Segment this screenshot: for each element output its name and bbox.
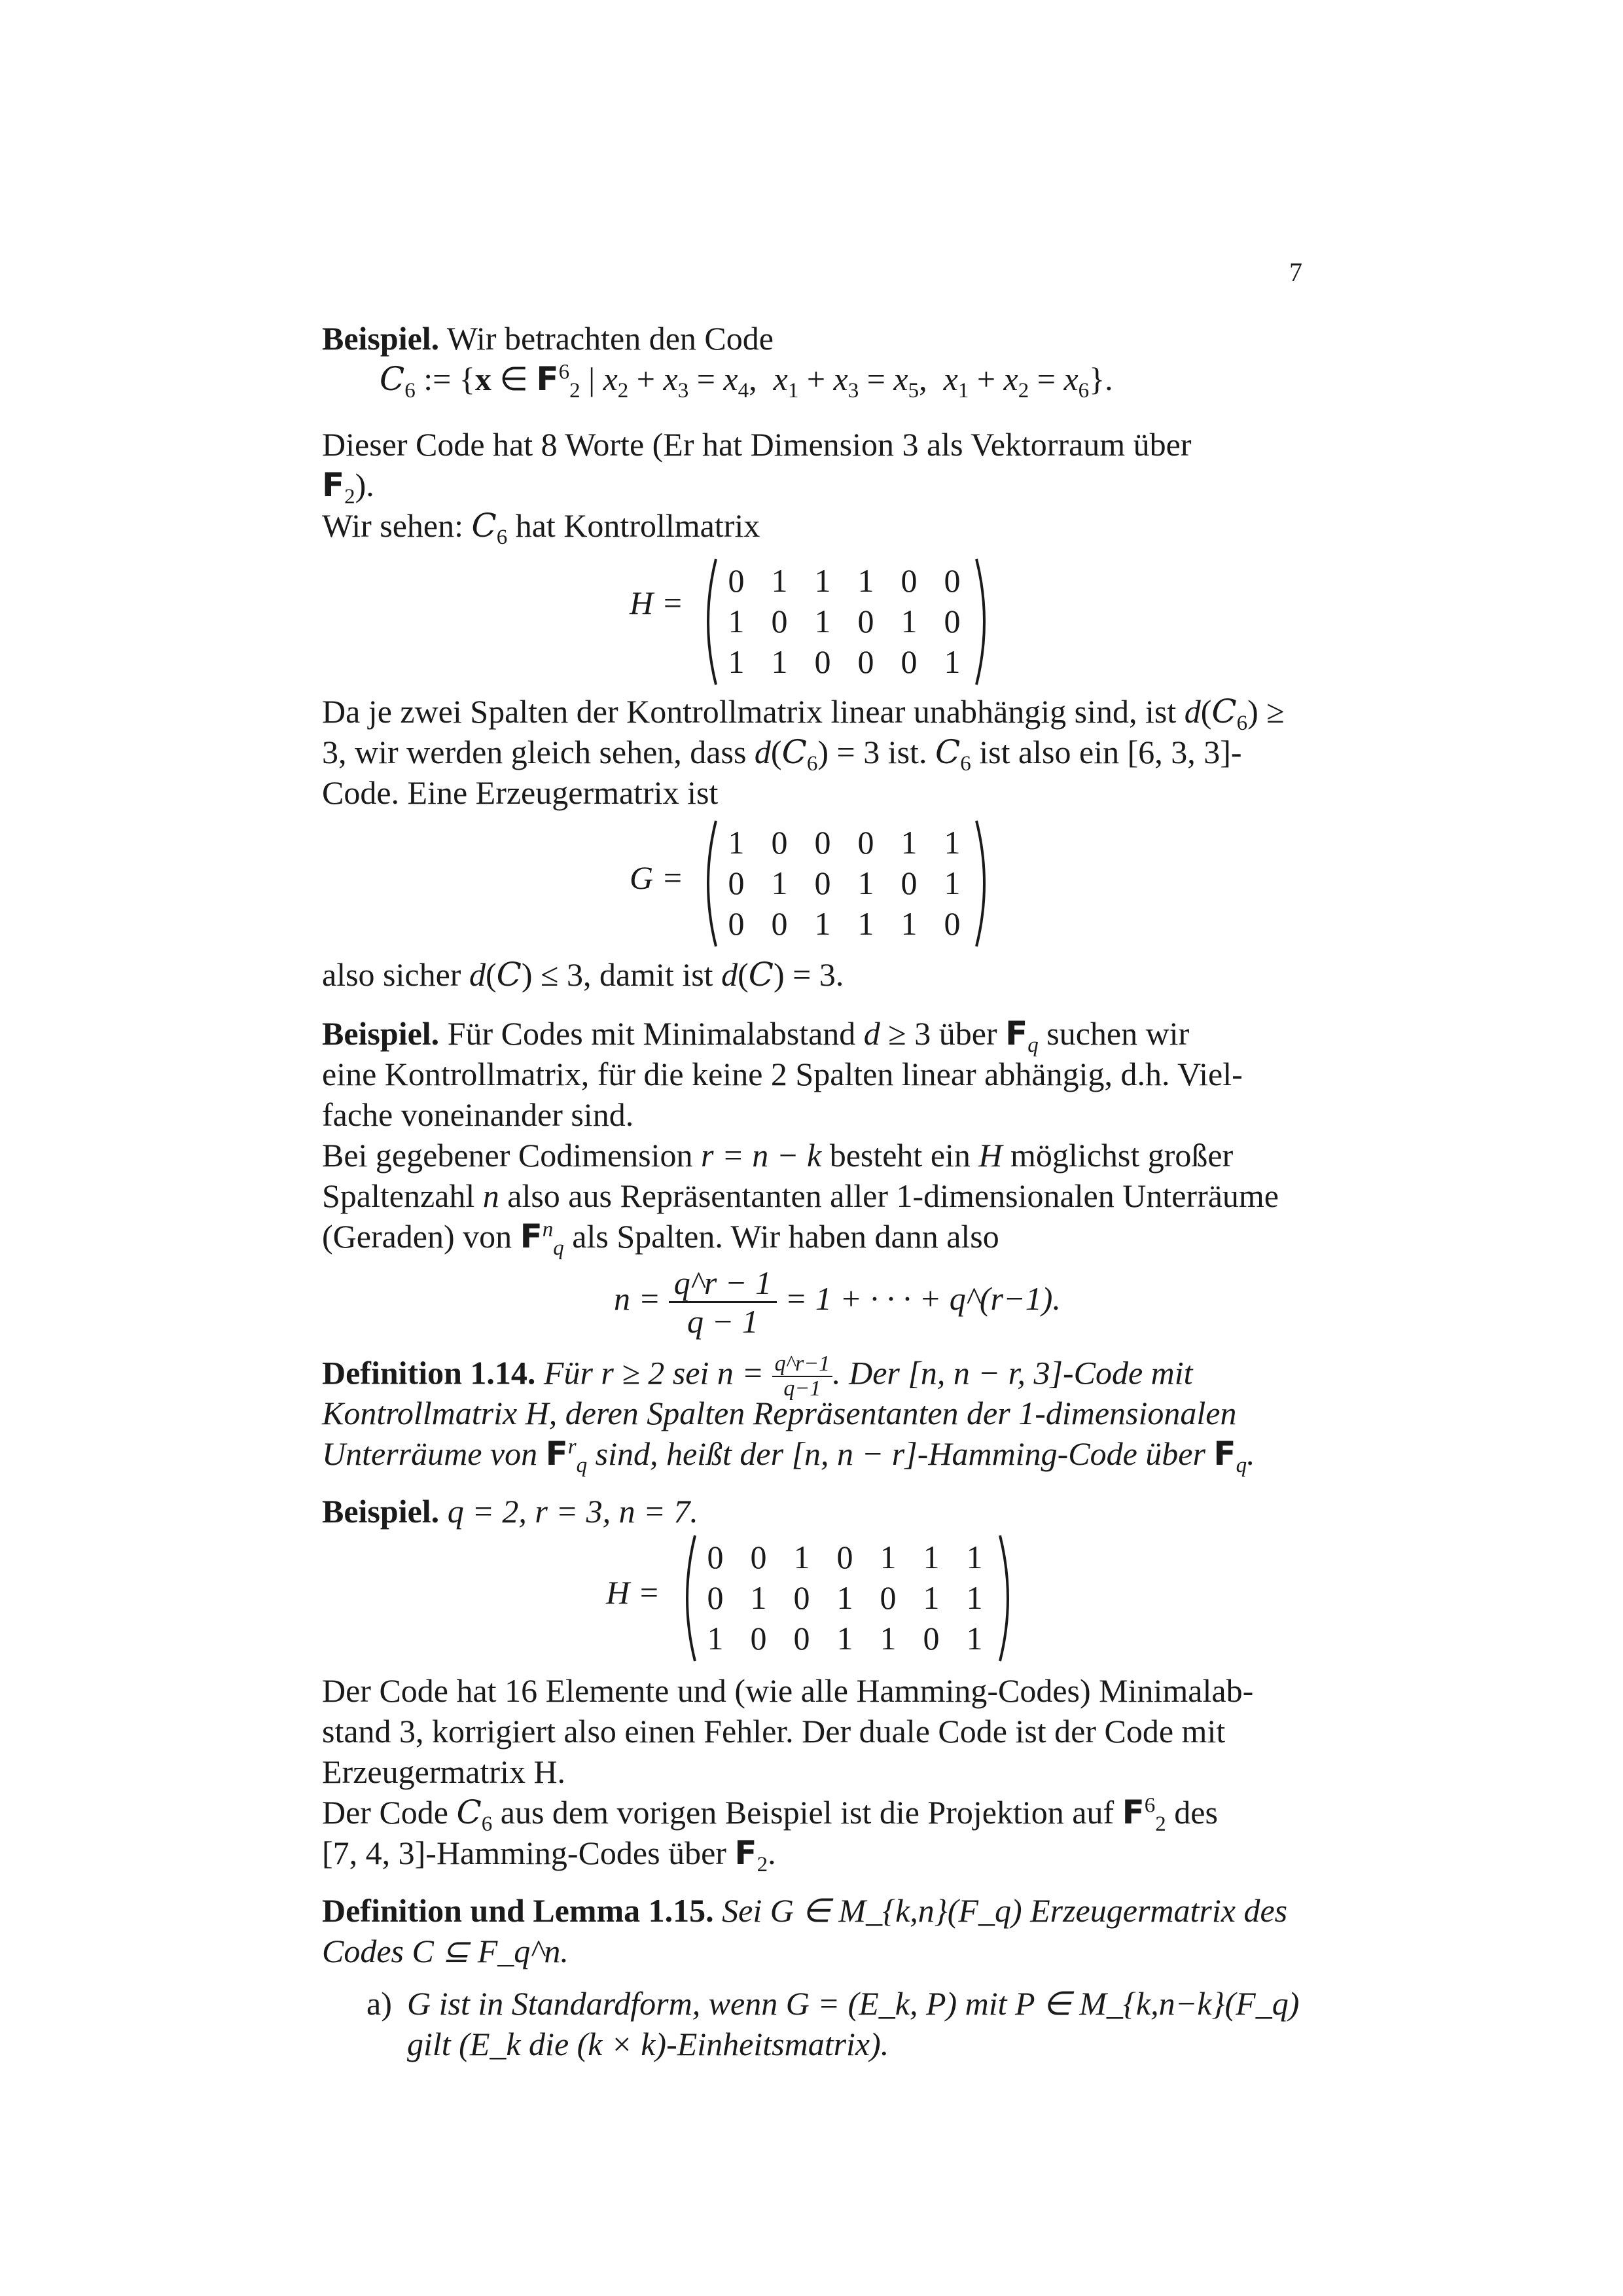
def15-l1: Sei G ∈ M_{k,n}(F_q) Erzeugermatrix des — [722, 1892, 1288, 1929]
example-1-intro — [322, 318, 1310, 359]
eq-rhs: = 1 + · · · + q^(r−1). — [785, 1280, 1061, 1317]
matrix-h-label: H = — [630, 584, 684, 621]
eq-lhs: n = — [614, 1280, 661, 1317]
matrix-h2-entry: 0 — [750, 1620, 767, 1657]
conclusion-a: also sicher — [322, 956, 461, 993]
example-3-params: q = 2, r = 3, n = 7. — [447, 1493, 698, 1530]
matrix-h2-entry: 0 — [793, 1579, 810, 1616]
example-3-p5-text: [7, 4, 3]-Hamming-Codes über — [322, 1835, 726, 1871]
code-c6-definition: $C_6$ := {x ∈ $F^6_2$ | $x_2 + x_3 = x_4$, $x_1 + x_3 = x_5$, $x_1 + x_2 = x_6$}. — [380, 360, 1113, 403]
matrix-h2-entry: 0 — [793, 1620, 810, 1657]
matrix-h-body — [715, 560, 974, 682]
example-3-p5: [7, 4, 3]-Hamming-Codes über $F_2$. — [322, 1834, 776, 1876]
matrix-g-entry: 0 — [944, 905, 961, 942]
eq-numerator: q^r − 1 — [669, 1265, 777, 1303]
item-a-label: a) — [366, 1985, 392, 2022]
matrix-g-row — [715, 822, 974, 863]
matrix-g-entry: 0 — [814, 865, 831, 901]
matrix-g-entry: 1 — [901, 824, 918, 861]
example-2-line3: fache voneinander sind. — [322, 1096, 634, 1133]
matrix-g-entry: 1 — [857, 905, 874, 942]
example-1-line2: Dieser Code hat 8 Worte (Er hat Dimension 3 als Vektorraum über — [322, 426, 1192, 463]
example-2-l1a: Für Codes mit Minimalabstand — [447, 1015, 856, 1052]
example-2-line5: Spaltenzahl n also aus Repräsentanten aller 1-dimensionalen Unterräume — [322, 1177, 1279, 1214]
matrix-h2-entry: 1 — [750, 1579, 767, 1616]
matrix-h-entry: 0 — [814, 643, 831, 680]
right-paren-icon — [997, 1533, 1017, 1664]
example-2-l5b: also aus Repräsentanten aller 1-dimensionalen Unterräume — [507, 1177, 1279, 1214]
matrix-g-body — [715, 822, 974, 944]
matrix-g-entry: 0 — [728, 905, 745, 942]
matrix-g-entry: 1 — [857, 865, 874, 901]
example-2-line1: Beispiel. Für Codes mit Minimalabstand d ≥ 3 über $F_q$ suchen wir — [322, 1014, 1190, 1057]
matrix-h-row — [715, 560, 974, 601]
matrix-g-entry: 1 — [944, 865, 961, 901]
example-3-p3: Erzeugermatrix H. — [322, 1753, 566, 1790]
example-1-line4-start: Wir sehen: — [322, 507, 463, 544]
example-1-line4-end: hat Kontrollmatrix — [515, 507, 760, 544]
matrix-h-entry: 0 — [901, 562, 918, 599]
example-2-line6: (Geraden) von $F^n_q$ als Spalten. Wir haben dann also — [322, 1217, 999, 1260]
matrix-h-entry: 1 — [857, 562, 874, 599]
matrix-h-entry: 0 — [857, 603, 874, 639]
def14-l1b: . Der [n, n − r, 3]-Code mit — [832, 1354, 1193, 1391]
matrix-h2-entry: 0 — [880, 1579, 897, 1616]
eq-denominator: q − 1 — [687, 1303, 758, 1340]
conclusion-b: ≤ 3, damit ist — [541, 956, 713, 993]
matrix-h-row — [715, 601, 974, 641]
matrix-h2-entry: 1 — [880, 1620, 897, 1657]
matrix-g-entry: 1 — [728, 824, 745, 861]
definition-1-15-line1 — [322, 1890, 1310, 1931]
matrix-h-entry: 0 — [901, 643, 918, 680]
matrix-h-entry: 1 — [728, 643, 745, 680]
example-1-conclusion: also sicher d(C) ≤ 3, damit ist d(C) = 3. — [322, 956, 844, 994]
matrix-h2-entry: 1 — [836, 1620, 853, 1657]
matrix-g-entry: 0 — [771, 824, 788, 861]
example-2-l4d: möglichst großer — [1010, 1137, 1234, 1174]
example-3-line1 — [322, 1491, 1310, 1532]
para2-line1-text: Da je zwei Spalten der Kontrollmatrix linear unabhängig sind, ist — [322, 693, 1177, 730]
matrix-h-entry: 1 — [901, 603, 918, 639]
def14-l3b: sind, heißt der [n, n − r]-Hamming-Code über — [595, 1435, 1205, 1472]
example-1-intro-text: Wir betrachten den Code — [446, 320, 774, 357]
example-3-heading: Beispiel. — [322, 1493, 440, 1530]
matrix-h-entry: 0 — [728, 562, 745, 599]
matrix-h2-row — [694, 1537, 996, 1577]
definition-1-14-line3: Unterräume von $F^r_q$ sind, heißt der [n, n − r]-Hamming-Code über $F_q$. — [322, 1435, 1255, 1477]
matrix-h2-entry: 0 — [707, 1539, 724, 1575]
example-2-line4: Bei gegebener Codimension r = n − k besteht ein H möglichst großer — [322, 1137, 1234, 1174]
matrix-h-entry: 1 — [771, 643, 788, 680]
matrix-h2-entry: 1 — [966, 1620, 983, 1657]
matrix-h-entry: 1 — [814, 562, 831, 599]
def14-l1a: Für r ≥ 2 sei n = — [543, 1354, 764, 1391]
example-2-l1b: ≥ 3 über — [888, 1015, 997, 1052]
example-3-p4a: Der Code — [322, 1794, 448, 1831]
matrix-h2-entry: 1 — [707, 1620, 724, 1657]
para2-line2-b: = 3 ist. — [836, 734, 927, 770]
matrix-h-entry: 1 — [944, 643, 961, 680]
example-3-p4c: des — [1174, 1794, 1218, 1831]
matrix-h2-entry: 1 — [966, 1539, 983, 1575]
definition-1-15-heading: Definition und Lemma 1.15. — [322, 1892, 714, 1929]
matrix-h2-entry: 0 — [836, 1539, 853, 1575]
matrix-h-entry: 0 — [944, 562, 961, 599]
example-3-p4: Der Code $C_6$ aus dem vorigen Beispiel ist die Projektion auf $F^6_2$ des — [322, 1793, 1218, 1836]
def14-frac-num: q^r−1 — [772, 1352, 833, 1377]
matrix-g-entry: 0 — [728, 865, 745, 901]
example-2-l4b: = n − k — [722, 1137, 822, 1174]
example-3-p4b: aus dem vorigen Beispiel ist die Projektion auf — [500, 1794, 1115, 1831]
definition-1-15-line2: Codes C ⊆ F_q^n. — [322, 1933, 569, 1969]
example-2-heading: Beispiel. — [322, 1015, 440, 1052]
hamming-length-equation — [614, 1265, 1203, 1340]
matrix-h-entry: 0 — [857, 643, 874, 680]
example-1-line3: $F_2$). — [322, 466, 374, 509]
matrix-h2-entry: 0 — [750, 1539, 767, 1575]
right-paren-icon — [974, 818, 993, 949]
example-1-para2-line1: Da je zwei Spalten der Kontrollmatrix linear unabhängig sind, ist $d(C_6)$ ≥ — [322, 692, 1285, 735]
matrix-g-row — [715, 863, 974, 903]
matrix-g-entry: 0 — [814, 824, 831, 861]
example-2-l6a: (Geraden) von — [322, 1218, 512, 1255]
right-paren-icon — [974, 556, 993, 687]
matrix-h2-body — [694, 1537, 996, 1659]
example-1-heading: Beispiel. — [322, 320, 440, 357]
example-2-l5a: Spaltenzahl — [322, 1177, 475, 1214]
para2-line2-a: 3, wir werden gleich sehen, dass — [322, 734, 747, 770]
example-3-p1: Der Code hat 16 Elemente und (wie alle Hamming-Codes) Minimalab- — [322, 1672, 1254, 1709]
para2-line2-c: ist also ein [6, 3, 3]- — [979, 734, 1242, 770]
matrix-g-entry: 1 — [814, 905, 831, 942]
matrix-h-entry: 1 — [728, 603, 745, 639]
example-2-l6b: als Spalten. Wir haben dann also — [572, 1218, 999, 1255]
definition-1-14-heading: Definition 1.14. — [322, 1354, 536, 1391]
def14-l3a: Unterräume von — [322, 1435, 538, 1472]
example-1-para2-line3: Code. Eine Erzeugermatrix ist — [322, 774, 719, 811]
matrix-g-label: G = — [630, 859, 684, 896]
matrix-h2-entry: 1 — [923, 1539, 940, 1575]
item-a-line2: gilt (E_k die (k × k)-Einheitsmatrix). — [407, 2026, 889, 2062]
matrix-h2-entry: 0 — [707, 1579, 724, 1616]
item-a-line1: G ist in Standardform, wenn G = (E_k, P) mit P ∈ M_{k,n−k}(F_q) — [407, 1985, 1300, 2022]
matrix-h2-row — [694, 1577, 996, 1618]
matrix-h2-row — [694, 1618, 996, 1659]
matrix-g-entry: 0 — [771, 905, 788, 942]
example-3-p2: stand 3, korrigiert also einen Fehler. Der duale Code ist der Code mit — [322, 1713, 1226, 1749]
matrix-h2-entry: 1 — [880, 1539, 897, 1575]
matrix-h2-entry: 1 — [836, 1579, 853, 1616]
example-2-l4a: Bei gegebener Codimension — [322, 1137, 693, 1174]
example-2-l4c: besteht ein — [829, 1137, 971, 1174]
example-1-line4: Wir sehen: $C_6$ hat Kontrollmatrix — [322, 507, 760, 549]
def14-frac-den: q−1 — [783, 1376, 821, 1401]
matrix-h2-label: H = — [606, 1574, 660, 1611]
matrix-g-entry: 0 — [901, 865, 918, 901]
example-2-l1c: suchen wir — [1046, 1015, 1190, 1052]
matrix-h2-entry: 1 — [923, 1579, 940, 1616]
example-2-line2: eine Kontrollmatrix, für die keine 2 Spalten linear abhängig, d.h. Viel- — [322, 1056, 1243, 1092]
definition-1-15-item-a — [366, 1983, 1309, 2064]
matrix-h2-entry: 0 — [923, 1620, 940, 1657]
matrix-g-entry: 0 — [857, 824, 874, 861]
matrix-h-entry: 0 — [944, 603, 961, 639]
matrix-h-entry: 0 — [771, 603, 788, 639]
page-number: 7 — [1289, 257, 1302, 287]
matrix-g-row — [715, 903, 974, 944]
matrix-h2-entry: 1 — [966, 1579, 983, 1616]
matrix-g-entry: 1 — [944, 824, 961, 861]
matrix-h-entry: 1 — [771, 562, 788, 599]
example-1-para2-line2: 3, wir werden gleich sehen, dass $d(C_6) = 3$ ist. $C_6$ ist also ein [6, 3, 3]- — [322, 733, 1242, 776]
matrix-g-entry: 1 — [901, 905, 918, 942]
definition-1-14-line2: Kontrollmatrix H, deren Spalten Repräsentanten der 1-dimensionalen — [322, 1395, 1237, 1431]
matrix-g-entry: 1 — [771, 865, 788, 901]
matrix-h2-entry: 1 — [793, 1539, 810, 1575]
matrix-h-row — [715, 641, 974, 682]
eq-fraction — [669, 1265, 777, 1340]
conclusion-c: = 3. — [793, 956, 844, 993]
matrix-h-entry: 1 — [814, 603, 831, 639]
